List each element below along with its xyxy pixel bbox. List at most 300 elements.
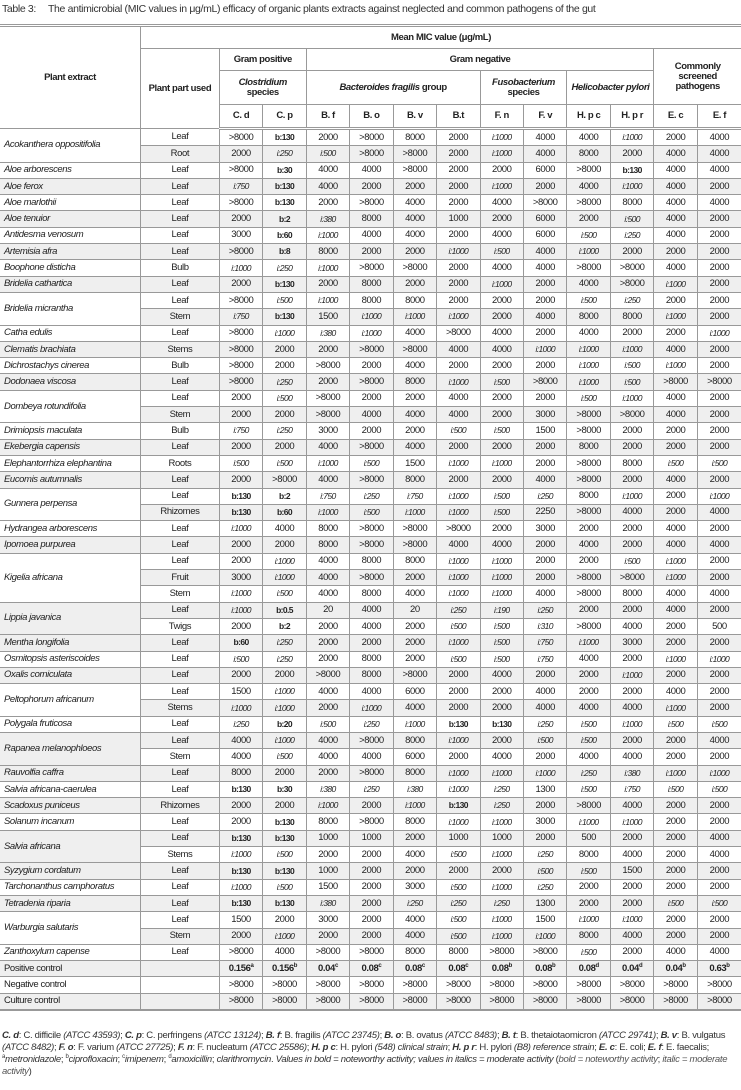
mic-value-cell bbox=[306, 716, 349, 732]
control-value: >8000 bbox=[263, 993, 306, 1010]
mic-value-cell bbox=[480, 260, 523, 276]
mic-value: i:500 bbox=[494, 425, 510, 436]
table-row bbox=[0, 162, 741, 178]
column-header: B. v bbox=[393, 105, 436, 129]
mic-value: 4000 bbox=[405, 408, 425, 420]
mic-value-cell bbox=[610, 553, 653, 569]
mic-value: 2000 bbox=[448, 147, 469, 159]
table-row bbox=[0, 830, 741, 846]
mic-value-cell bbox=[567, 830, 610, 846]
mic-value-cell bbox=[393, 781, 436, 797]
mic-value-cell bbox=[524, 309, 567, 325]
mic-value: 2000 bbox=[578, 522, 599, 534]
mic-value: 2000 bbox=[231, 213, 251, 225]
mic-value-cell bbox=[306, 244, 349, 260]
mic-value: b:30 bbox=[276, 784, 293, 795]
mic-value: >8000 bbox=[359, 262, 384, 274]
mic-value-cell bbox=[697, 553, 741, 569]
mic-value: 3000 bbox=[622, 636, 642, 648]
mic-value-cell bbox=[654, 944, 697, 960]
mic-value-cell bbox=[610, 276, 653, 292]
mic-value: 4000 bbox=[535, 147, 555, 159]
mic-value: 4000 bbox=[709, 196, 730, 208]
mic-value-cell bbox=[437, 276, 480, 292]
mic-value-cell bbox=[350, 537, 393, 553]
table-row bbox=[0, 635, 741, 651]
mic-value: i:250 bbox=[450, 898, 467, 909]
table-row bbox=[0, 358, 741, 374]
mic-value: i:310 bbox=[537, 621, 553, 632]
mic-value-cell bbox=[567, 439, 610, 455]
mic-value: 4000 bbox=[448, 392, 469, 404]
mic-value-cell bbox=[306, 798, 349, 814]
mic-value-cell bbox=[219, 162, 262, 178]
control-value-number: 0.156 bbox=[228, 962, 251, 974]
plant-part: Leaf bbox=[141, 292, 220, 308]
style-legend-italic: italic = moderate activity bbox=[2, 1054, 728, 1077]
mic-value: i:500 bbox=[624, 360, 640, 371]
mic-value-cell bbox=[480, 407, 523, 423]
footnote-strain: (ATCC 29741) bbox=[598, 1030, 656, 1041]
mic-value: i:1000 bbox=[448, 784, 469, 795]
mic-value: i:750 bbox=[233, 425, 249, 436]
mic-value: b:130 bbox=[274, 865, 295, 876]
plant-part: Leaf bbox=[141, 244, 220, 260]
mic-value-cell bbox=[697, 781, 741, 797]
mic-value-cell bbox=[610, 129, 653, 146]
mic-value: i:1000 bbox=[578, 360, 599, 371]
mic-value-cell bbox=[350, 944, 393, 960]
mic-value-cell bbox=[263, 504, 306, 520]
mic-value: 3000 bbox=[535, 408, 555, 420]
mic-value: >8000 bbox=[532, 946, 558, 958]
mic-value-cell bbox=[567, 521, 610, 537]
footnote-strain: (ATCC 13124) bbox=[204, 1030, 262, 1041]
mic-value-cell bbox=[306, 309, 349, 325]
mic-value-cell bbox=[480, 684, 523, 700]
mic-value: 2000 bbox=[492, 441, 512, 453]
plant-name: Aloe ferox bbox=[0, 178, 141, 194]
footnote-abbr: E. f bbox=[647, 1042, 662, 1053]
mic-value: b:130 bbox=[274, 132, 295, 143]
mic-value-cell bbox=[350, 146, 393, 162]
mic-value-cell bbox=[306, 618, 349, 634]
mic-value: i:750 bbox=[233, 181, 249, 192]
mic-value-cell bbox=[350, 439, 393, 455]
plant-name: Artemisia afra bbox=[0, 244, 141, 260]
mic-value-cell bbox=[263, 570, 306, 586]
mic-value-cell bbox=[697, 863, 741, 879]
mic-value-cell bbox=[263, 227, 306, 243]
mic-value-cell bbox=[567, 570, 610, 586]
mic-value-cell bbox=[610, 146, 653, 162]
mic-value: i:500 bbox=[711, 898, 728, 909]
mic-value-cell bbox=[654, 390, 697, 406]
plant-part-empty bbox=[141, 977, 220, 993]
mic-value-cell bbox=[219, 895, 262, 911]
mic-value-cell bbox=[437, 244, 480, 260]
mic-value-cell bbox=[524, 341, 567, 357]
mic-value: 2000 bbox=[535, 359, 555, 371]
mic-value: >8000 bbox=[228, 245, 254, 257]
mic-value-cell bbox=[219, 521, 262, 537]
mic-value: 8000 bbox=[405, 376, 425, 388]
mic-value: i:1000 bbox=[448, 490, 469, 501]
mic-value-cell bbox=[654, 537, 697, 553]
mic-value: 2000 bbox=[665, 832, 686, 844]
mic-value: 2000 bbox=[665, 424, 686, 436]
mic-value-cell bbox=[219, 341, 262, 357]
mic-value: i:1000 bbox=[622, 490, 642, 501]
mic-value: i:1000 bbox=[665, 702, 686, 713]
mic-value-cell bbox=[263, 716, 306, 732]
mic-value-cell bbox=[219, 358, 262, 374]
plant-part: Leaf bbox=[141, 537, 220, 553]
mic-value-cell bbox=[524, 586, 567, 602]
mic-value-cell bbox=[350, 667, 393, 683]
drug-superscript: c bbox=[421, 962, 425, 969]
mic-value: 4000 bbox=[665, 522, 686, 534]
plant-part: Rhizomes bbox=[141, 798, 220, 814]
mic-value-cell bbox=[697, 227, 741, 243]
mic-value-cell bbox=[480, 537, 523, 553]
mic-value: b:8 bbox=[279, 246, 290, 257]
mic-value-cell bbox=[480, 635, 523, 651]
control-value: >8000 bbox=[654, 993, 697, 1010]
control-name: Culture control bbox=[0, 993, 141, 1010]
mic-value: 1500 bbox=[535, 424, 555, 436]
mic-value: 2000 bbox=[578, 897, 599, 909]
mic-value-cell bbox=[219, 423, 262, 439]
table-row bbox=[0, 521, 741, 537]
plant-part: Leaf bbox=[141, 374, 220, 390]
mic-value-cell bbox=[393, 928, 436, 944]
mic-value-cell bbox=[697, 944, 741, 960]
mic-value: 2000 bbox=[665, 750, 686, 762]
mic-value-cell bbox=[567, 618, 610, 634]
mic-value: >8000 bbox=[402, 669, 428, 681]
plant-part: Leaf bbox=[141, 325, 220, 341]
mic-value: 2000 bbox=[231, 473, 251, 485]
control-value bbox=[219, 961, 262, 977]
table-row bbox=[0, 374, 741, 390]
table-row bbox=[0, 944, 741, 960]
control-value: >8000 bbox=[263, 977, 306, 993]
mic-value-cell bbox=[524, 195, 567, 211]
mic-value: 2000 bbox=[578, 555, 599, 567]
mic-value: >8000 bbox=[359, 376, 384, 388]
table-row bbox=[0, 472, 741, 488]
mic-value: b:130 bbox=[492, 718, 512, 729]
mic-value-cell bbox=[567, 667, 610, 683]
mic-value: 1000 bbox=[318, 865, 338, 876]
mic-value: b:130 bbox=[274, 816, 295, 827]
mic-value-cell bbox=[524, 716, 567, 732]
mic-value: i:500 bbox=[276, 295, 293, 306]
mic-value: 4000 bbox=[405, 702, 425, 714]
mic-value: 8000 bbox=[578, 310, 599, 322]
mic-value: 500 bbox=[712, 620, 727, 632]
mic-value-cell bbox=[437, 488, 480, 504]
mic-value-cell bbox=[263, 830, 306, 846]
mic-value: >8000 bbox=[576, 424, 602, 436]
mic-value-cell bbox=[350, 618, 393, 634]
column-header: F. n bbox=[480, 105, 523, 129]
table-row bbox=[0, 325, 741, 341]
mic-value-cell bbox=[567, 244, 610, 260]
mic-value-cell bbox=[263, 390, 306, 406]
mic-value: 2000 bbox=[231, 799, 251, 811]
drug-superscript: b bbox=[552, 962, 556, 969]
mic-value-cell bbox=[393, 423, 436, 439]
mic-value-cell bbox=[263, 178, 306, 194]
column-header: E. f bbox=[697, 105, 741, 129]
mic-value-cell bbox=[567, 700, 610, 716]
mic-value-cell bbox=[524, 798, 567, 814]
mic-value-cell bbox=[697, 537, 741, 553]
plant-name: Bridelia micrantha bbox=[0, 292, 141, 325]
mic-value-cell bbox=[263, 895, 306, 911]
mic-value: 2000 bbox=[535, 294, 555, 306]
mic-value: 2000 bbox=[709, 865, 730, 876]
footnote-strain: (548) clinical strain bbox=[374, 1042, 448, 1053]
mic-value: 4000 bbox=[665, 604, 686, 616]
mic-value: i:1000 bbox=[448, 735, 469, 746]
column-header: C. p bbox=[263, 105, 306, 129]
mic-value-cell bbox=[654, 570, 697, 586]
header-bacteroides bbox=[306, 71, 480, 105]
bacteroides-suffix: group bbox=[421, 81, 447, 93]
mic-value: i:250 bbox=[276, 262, 293, 273]
mic-value-cell bbox=[393, 684, 436, 700]
table-row bbox=[0, 129, 741, 146]
mic-value-cell bbox=[654, 895, 697, 911]
mic-value-cell bbox=[480, 847, 523, 863]
mic-value: 2000 bbox=[535, 555, 555, 567]
mic-value-cell bbox=[350, 129, 393, 146]
mic-value: 2000 bbox=[535, 832, 555, 844]
control-value: >8000 bbox=[610, 993, 653, 1010]
footnote-strain: (B8) reference strain bbox=[513, 1042, 595, 1053]
mic-value: 4000 bbox=[665, 196, 686, 208]
mic-value: >8000 bbox=[359, 571, 384, 583]
mic-value-cell bbox=[567, 146, 610, 162]
mic-value: 8000 bbox=[318, 816, 338, 828]
style-legend-bold: bold = noteworthy activity bbox=[558, 1054, 658, 1065]
mic-value-cell bbox=[350, 781, 393, 797]
mic-value: i:500 bbox=[580, 735, 597, 746]
plant-part: Leaf bbox=[141, 781, 220, 797]
mic-value: >8000 bbox=[228, 343, 254, 355]
control-value-number: 0.08 bbox=[491, 962, 509, 974]
mic-value: i:1000 bbox=[405, 506, 425, 517]
mic-value-cell bbox=[393, 895, 436, 911]
mic-value-cell bbox=[306, 814, 349, 830]
mic-value-cell bbox=[567, 178, 610, 194]
control-row bbox=[0, 977, 741, 993]
mic-value: 2000 bbox=[665, 848, 686, 860]
mic-value: 2000 bbox=[405, 180, 425, 192]
mic-value-cell bbox=[610, 602, 653, 618]
mic-value-cell bbox=[393, 814, 436, 830]
mic-value: i:380 bbox=[320, 327, 336, 338]
mic-value-cell bbox=[697, 635, 741, 651]
mic-value: 4000 bbox=[361, 408, 382, 420]
mic-value-cell bbox=[524, 749, 567, 765]
mic-value-cell bbox=[393, 390, 436, 406]
mic-value-cell bbox=[567, 635, 610, 651]
mic-value: 2000 bbox=[448, 473, 469, 485]
mic-value: >8000 bbox=[402, 343, 428, 355]
plant-name: Elephantorrhiza elephantina bbox=[0, 455, 141, 471]
mic-value: i:1000 bbox=[622, 816, 642, 827]
mic-value: i:1000 bbox=[231, 262, 251, 273]
mic-value: >8000 bbox=[315, 392, 341, 404]
mic-value: 4000 bbox=[361, 620, 382, 632]
mic-value-cell bbox=[393, 162, 436, 178]
mic-value-cell bbox=[393, 129, 436, 146]
mic-value: 2000 bbox=[709, 881, 730, 893]
mic-value: 4000 bbox=[535, 310, 555, 322]
mic-value-cell bbox=[306, 423, 349, 439]
plant-part: Leaf bbox=[141, 390, 220, 406]
mic-value-cell bbox=[567, 863, 610, 879]
plant-name: Catha edulis bbox=[0, 325, 141, 341]
mic-value-cell bbox=[524, 765, 567, 781]
table-row bbox=[0, 292, 741, 308]
mic-value: >8000 bbox=[619, 262, 645, 274]
mic-value: i:1000 bbox=[361, 327, 382, 338]
mic-value: i:750 bbox=[624, 784, 640, 795]
mic-value-cell bbox=[524, 146, 567, 162]
mic-value-cell bbox=[480, 488, 523, 504]
mic-value-cell bbox=[610, 781, 653, 797]
plant-name: Boophone disticha bbox=[0, 260, 141, 276]
mic-value-cell bbox=[697, 700, 741, 716]
mic-value: i:500 bbox=[711, 458, 728, 469]
mic-value-cell bbox=[524, 374, 567, 390]
mic-value-cell bbox=[263, 781, 306, 797]
mic-value: 2000 bbox=[231, 539, 251, 551]
footnote-abbr: H. p c bbox=[311, 1042, 336, 1053]
plant-part: Leaf bbox=[141, 553, 220, 569]
plant-part: Stem bbox=[141, 309, 220, 325]
mic-value: i:1000 bbox=[274, 327, 295, 338]
mic-value-cell bbox=[306, 227, 349, 243]
mic-value-cell bbox=[393, 879, 436, 895]
mic-value-cell bbox=[219, 700, 262, 716]
plant-part: Leaf bbox=[141, 732, 220, 748]
mic-value-cell bbox=[610, 814, 653, 830]
mic-value-cell bbox=[393, 325, 436, 341]
mic-value-cell bbox=[437, 178, 480, 194]
control-value: >8000 bbox=[306, 993, 349, 1010]
mic-value-cell bbox=[350, 423, 393, 439]
mic-value-cell bbox=[350, 651, 393, 667]
mic-value-cell bbox=[524, 455, 567, 471]
plant-name: Hydrangea arborescens bbox=[0, 521, 141, 537]
plant-part: Bulb bbox=[141, 260, 220, 276]
mic-value-cell bbox=[219, 146, 262, 162]
table-row bbox=[0, 341, 741, 357]
mic-value-cell bbox=[437, 374, 480, 390]
mic-value-cell bbox=[480, 211, 523, 227]
mic-value-cell bbox=[697, 244, 741, 260]
mic-value: b:2 bbox=[279, 621, 290, 632]
mic-value-cell bbox=[480, 195, 523, 211]
mic-value: b:2 bbox=[279, 490, 290, 501]
mic-value-cell bbox=[480, 732, 523, 748]
plant-name: Aloe arborescens bbox=[0, 162, 141, 178]
mic-value: 2000 bbox=[535, 180, 555, 192]
footnote-abbr: F. n bbox=[177, 1042, 193, 1053]
mic-value-cell bbox=[697, 928, 741, 944]
mic-value: 8000 bbox=[405, 473, 425, 485]
mic-value: i:1000 bbox=[231, 849, 251, 860]
mic-value-cell bbox=[567, 423, 610, 439]
mic-value-cell bbox=[393, 537, 436, 553]
mic-value: 20 bbox=[323, 604, 333, 616]
mic-value: 2000 bbox=[448, 229, 469, 241]
plant-name: Warburgia salutaris bbox=[0, 912, 141, 945]
table-row bbox=[0, 439, 741, 455]
mic-value: >8000 bbox=[359, 946, 384, 958]
mic-value-cell bbox=[524, 325, 567, 341]
mic-value: i:500 bbox=[537, 735, 553, 746]
control-value: >8000 bbox=[350, 977, 393, 993]
mic-value-cell bbox=[697, 488, 741, 504]
mic-value-cell bbox=[480, 667, 523, 683]
mic-value-cell bbox=[393, 521, 436, 537]
footnote-organism: F. nucleatum bbox=[197, 1042, 248, 1053]
mic-value-cell bbox=[610, 244, 653, 260]
plant-part: Leaf bbox=[141, 227, 220, 243]
plant-part: Leaf bbox=[141, 521, 220, 537]
mic-value: i:250 bbox=[537, 490, 553, 501]
mic-value-cell bbox=[350, 700, 393, 716]
mic-value-cell bbox=[437, 455, 480, 471]
mic-value-cell bbox=[306, 455, 349, 471]
mic-value-cell bbox=[654, 472, 697, 488]
control-value bbox=[480, 961, 523, 977]
plant-name: Zanthoxylum capense bbox=[0, 944, 141, 960]
mic-value: 2000 bbox=[709, 604, 730, 616]
mic-value: 8000 bbox=[448, 946, 469, 958]
mic-value-cell bbox=[393, 716, 436, 732]
mic-value: i:1000 bbox=[448, 376, 469, 387]
mic-value: 4000 bbox=[361, 164, 382, 176]
mic-value: 2000 bbox=[318, 278, 338, 290]
mic-value-cell bbox=[480, 618, 523, 634]
mic-value-cell bbox=[437, 912, 480, 928]
mic-value-cell bbox=[610, 178, 653, 194]
mic-value: 2000 bbox=[709, 441, 730, 453]
mic-value: 2000 bbox=[231, 278, 251, 290]
plant-name: Tetradenia riparia bbox=[0, 895, 141, 911]
plant-part: Leaf bbox=[141, 684, 220, 700]
mic-value: 4000 bbox=[405, 359, 425, 371]
mic-value: 2000 bbox=[665, 245, 686, 257]
header-fusobacterium bbox=[480, 71, 567, 105]
mic-value-cell bbox=[697, 423, 741, 439]
mic-value: 2000 bbox=[709, 930, 730, 942]
mic-value: i:1000 bbox=[665, 311, 686, 322]
mic-value-cell bbox=[437, 684, 480, 700]
mic-value: 2000 bbox=[709, 278, 730, 290]
mic-value: 2000 bbox=[665, 734, 686, 746]
mic-value-cell bbox=[480, 358, 523, 374]
mic-value: i:1000 bbox=[578, 816, 599, 827]
